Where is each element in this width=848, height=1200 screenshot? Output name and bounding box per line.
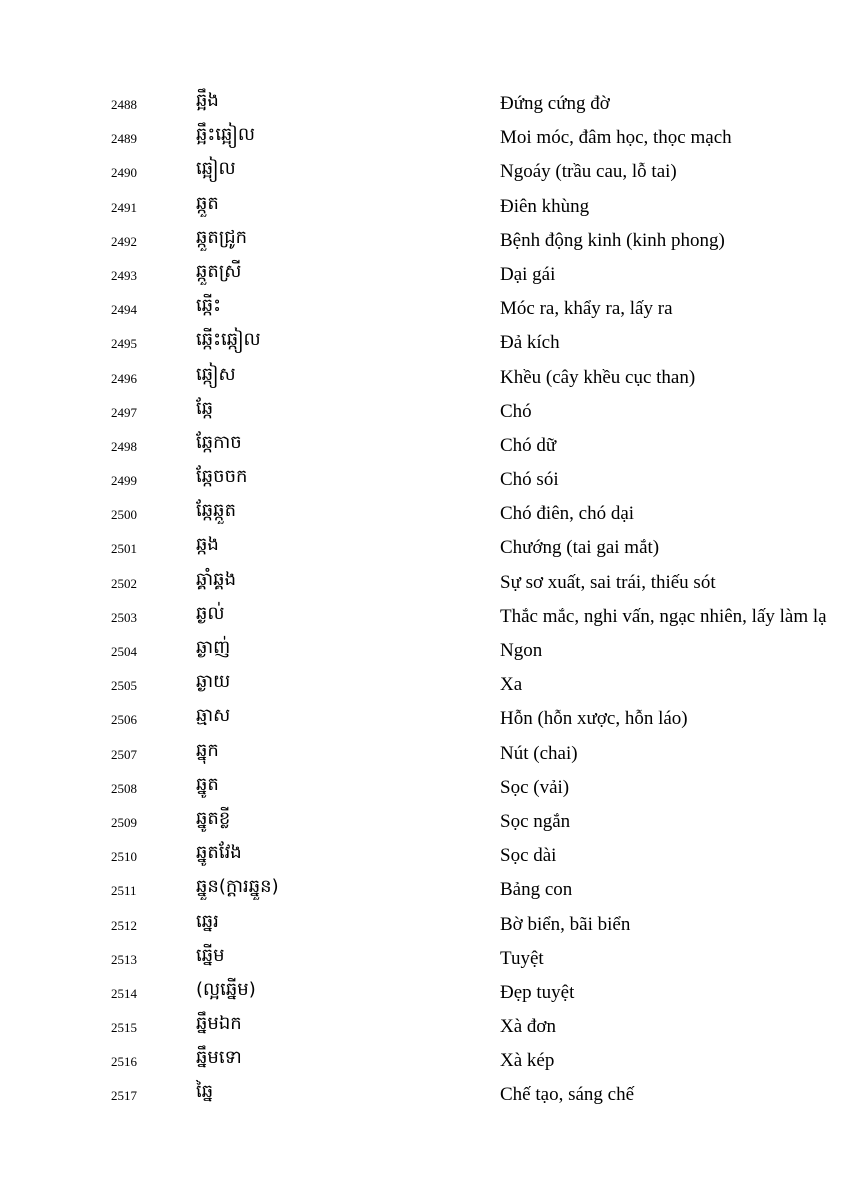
entry-number: 2514 [111,985,137,1001]
khmer-word: (ល្អឆ្នើម) [196,978,256,1000]
dictionary-entry [0,667,848,701]
khmer-word: ឆ្នើម [196,944,225,966]
entry-number: 2510 [111,849,137,865]
khmer-word: ឆ្អឹង [196,90,219,111]
entry-number: 2511 [111,883,137,899]
entry-number: 2489 [111,131,137,147]
khmer-word: ឆ្កួតស្រី [196,260,242,282]
vietnamese-meaning: Ngoáy (trầu cau, lỗ tai) [500,161,677,183]
entry-number: 2515 [111,1020,137,1036]
dictionary-entry [0,599,848,633]
vietnamese-meaning: Điên khùng [500,195,590,217]
vietnamese-meaning: Xa [500,674,523,696]
khmer-word: ឆ្នៃ [196,1081,214,1103]
khmer-word: ឆ្គាំឆ្គង [196,568,236,590]
dictionary-entry [0,257,848,291]
entry-number: 2496 [111,370,137,386]
khmer-word: ឆ្កួត [196,192,219,214]
vietnamese-meaning: Xà kép [500,1050,555,1072]
entry-number: 2493 [111,267,137,283]
vietnamese-meaning: Tuyệt [500,947,544,969]
vietnamese-meaning: Bờ biển, bãi biển [500,913,631,935]
dictionary-entry [0,633,848,667]
vietnamese-meaning: Đứng cứng đờ [500,93,610,114]
khmer-word: ឆ្កង [196,534,219,556]
dictionary-entry [0,154,848,188]
khmer-word: ឆ្កើះឆ្កៀល [196,329,261,351]
dictionary-entry [0,291,848,325]
dictionary-entry [0,120,848,154]
entry-number: 2501 [111,541,137,557]
dictionary-entry [0,1077,848,1111]
khmer-word: ឆ្នូតខ្លី [196,807,231,829]
khmer-word: ឆ្កែកាច [196,431,242,453]
vietnamese-meaning: Chó [500,400,532,422]
entry-number: 2504 [111,644,137,659]
dictionary-entry [0,325,848,359]
vietnamese-meaning: Hỗn (hỗn xược, hỗn láo) [500,708,688,730]
vietnamese-meaning: Sự sơ xuất, sai trái, thiếu sót [500,571,716,593]
vietnamese-meaning: Sọc dài [500,845,557,867]
entry-number: 2490 [111,165,137,181]
khmer-word: ឆ្នូតវែង [196,842,242,864]
khmer-word: ឆ្នឹមទោ [196,1047,242,1069]
dictionary-entry [0,360,848,394]
entry-number: 2494 [111,302,137,318]
entry-number: 2506 [111,712,137,728]
entry-number: 2508 [111,780,137,796]
vietnamese-meaning: Ngon [500,640,543,661]
khmer-word: ឆ្កើះ [196,295,222,317]
entry-number: 2505 [111,678,137,694]
khmer-word: ឆ្មាស [196,705,231,727]
dictionary-page [0,86,848,1112]
khmer-word: ឆ្អៀល [196,158,236,180]
entry-number: 2503 [111,609,137,625]
entry-number: 2491 [111,199,137,215]
dictionary-entry [0,804,848,838]
dictionary-entry [0,907,848,941]
dictionary-entry [0,462,848,496]
dictionary-entry [0,496,848,530]
vietnamese-meaning: Khều (cây khều cục than) [500,366,696,388]
vietnamese-meaning: Sọc ngắn [500,810,571,832]
dictionary-entry [0,223,848,257]
vietnamese-meaning: Chó điên, chó dại [500,503,635,525]
vietnamese-meaning: Chó sói [500,469,559,491]
entry-number: 2512 [111,917,137,933]
dictionary-entry [0,565,848,599]
entry-number: 2492 [111,233,137,249]
dictionary-entry [0,975,848,1009]
dictionary-entry [0,941,848,975]
vietnamese-meaning: Sọc (vải) [500,776,570,798]
vietnamese-meaning: Xà đơn [500,1016,556,1038]
dictionary-entry [0,530,848,564]
entry-number: 2497 [111,404,137,420]
khmer-word: ឆ្នួន(ក្តារឆ្នួន) [196,876,279,898]
vietnamese-meaning: Đẹp tuyệt [500,981,575,1003]
entry-number: 2495 [111,336,137,352]
entry-number: 2517 [111,1088,137,1104]
vietnamese-meaning: Chó dữ [500,434,557,456]
dictionary-entry [0,428,848,462]
entry-number: 2500 [111,507,137,523]
khmer-word: ឆ្ងល់ [196,602,225,624]
dictionary-entry [0,394,848,428]
vietnamese-meaning: Móc ra, khẩy ra, lấy ra [500,298,673,320]
entry-number: 2516 [111,1054,137,1070]
khmer-word: ឆ្អឹះឆ្អៀល [196,124,255,146]
khmer-word: ឆ្នូត [196,773,219,795]
entry-number: 2488 [111,97,137,112]
vietnamese-meaning: Chế tạo, sáng chế [500,1084,635,1106]
dictionary-entry [0,770,848,804]
vietnamese-meaning: Moi móc, đâm học, thọc mạch [500,127,732,149]
khmer-word: ឆ្កៀស [196,363,236,385]
khmer-word: ឆ្កែចចក [196,466,248,488]
vietnamese-meaning: Bệnh động kinh (kinh phong) [500,229,725,251]
vietnamese-meaning: Thắc mắc, nghi vấn, ngạc nhiên, lấy làm lạ [500,605,827,627]
dictionary-entry [0,838,848,872]
entry-number: 2507 [111,746,137,762]
vietnamese-meaning: Bảng con [500,879,573,901]
entry-number: 2498 [111,438,137,454]
khmer-word: ឆ្កួតជ្រូក [196,226,248,248]
dictionary-entry [0,1043,848,1077]
dictionary-entry [0,189,848,223]
vietnamese-meaning: Dại gái [500,263,556,285]
dictionary-entry [0,701,848,735]
khmer-word: ឆ្កែ [196,397,214,419]
khmer-word: ឆ្នឹមឯក [196,1013,242,1035]
khmer-word: ឆ្កែឆ្កួត [196,500,236,522]
dictionary-entry [0,1009,848,1043]
khmer-word: ឆ្ងាញ់ [196,637,231,658]
khmer-word: ឆ្នុក [196,739,219,761]
vietnamese-meaning: Chướng (tai gai mắt) [500,537,660,559]
entry-number: 2509 [111,814,137,830]
dictionary-entry [0,736,848,770]
entry-number: 2499 [111,473,137,489]
entry-number: 2513 [111,951,137,967]
dictionary-entry [0,872,848,906]
vietnamese-meaning: Đả kích [500,332,560,354]
khmer-word: ឆ្ងាយ [196,671,231,693]
entry-number: 2502 [111,575,137,591]
vietnamese-meaning: Nút (chai) [500,742,578,764]
khmer-word: ឆ្នេរ [196,910,219,932]
dictionary-entry [0,86,848,120]
